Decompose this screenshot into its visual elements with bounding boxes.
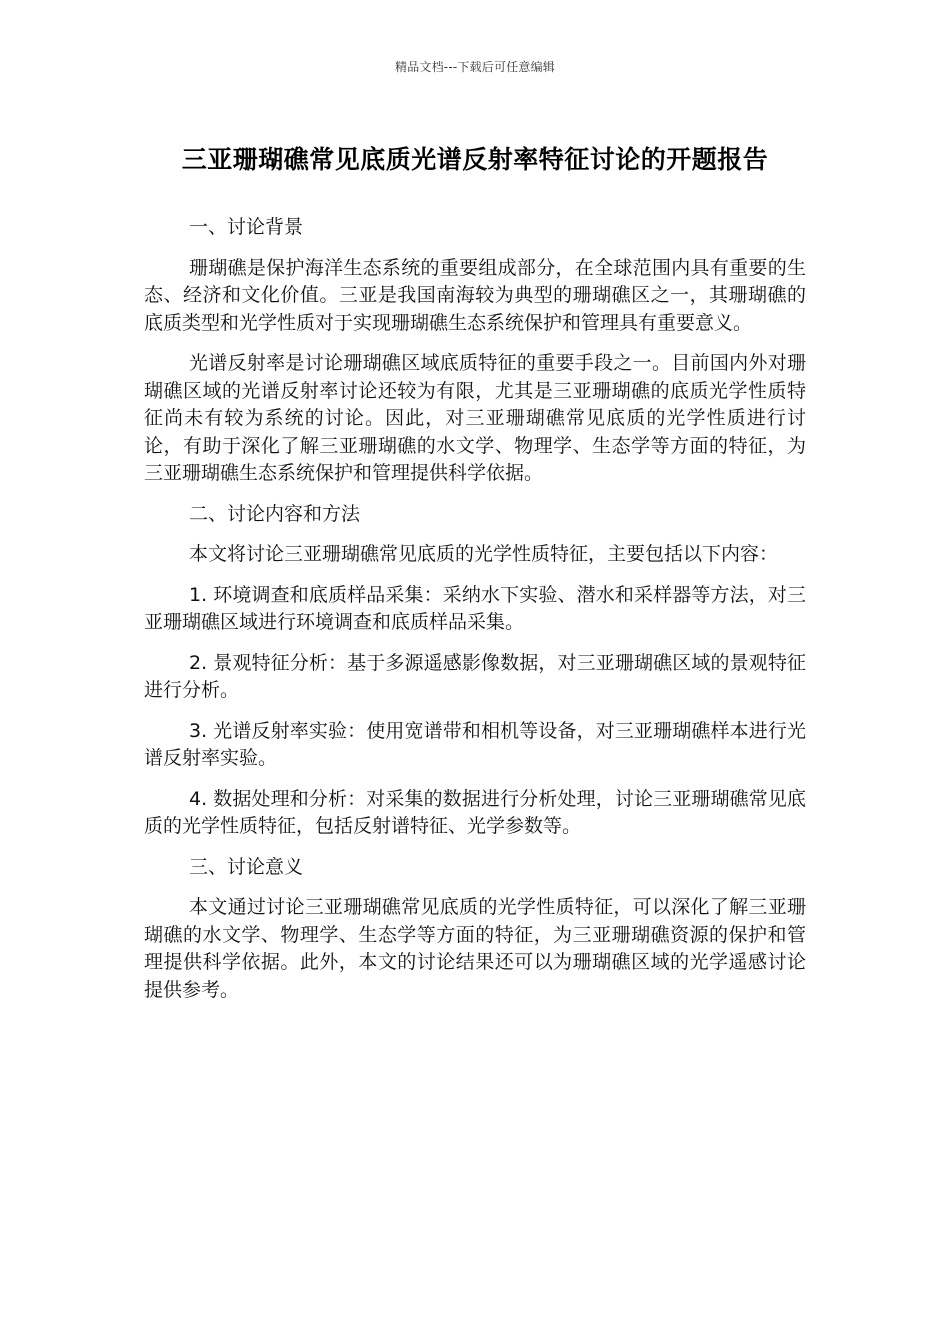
paragraph-significance: 本文通过讨论三亚珊瑚礁常见底质的光学性质特征，可以深化了解三亚珊瑚礁的水文学、物理学、生态学等方面的特征，为三亚珊瑚礁资源的保护和管理提供科学依据。此外，本文的讨论结果还可以为珊瑚礁区域的光学遥感讨论提供参考。 — [144, 896, 806, 1001]
header-note: 精品文档---下载后可任意编辑 — [395, 60, 555, 74]
list-item-survey: 1. 环境调查和底质样品采集：采纳水下实验、潜水和采样器等方法，对三亚珊瑚礁区域进行环境调查和底质样品采集。 — [144, 583, 806, 633]
list-item-data-processing: 4. 数据处理和分析：对采集的数据进行分析处理，讨论三亚珊瑚礁常见底质的光学性质特征，包括反射谱特征、光学参数等。 — [144, 787, 806, 837]
document-body — [144, 214, 806, 1017]
document-title: 三亚珊瑚礁常见底质光谱反射率特征讨论的开题报告 — [181, 145, 769, 174]
section-heading-content-methods: 二、讨论内容和方法 — [189, 502, 361, 525]
section-heading-background: 一、讨论背景 — [189, 216, 304, 238]
paragraph-content-intro: 本文将讨论三亚珊瑚礁常见底质的光学性质特征，主要包括以下内容： — [189, 543, 779, 565]
paragraph-background-2: 光谱反射率是讨论珊瑚礁区域底质特征的重要手段之一。目前国内外对珊瑚礁区域的光谱反射率讨论还较为有限，尤其是三亚珊瑚礁的底质光学性质特征尚未有较为系统的讨论。因此，对三亚珊瑚礁常见底质的光学性质进行讨论，有助于深化了解三亚珊瑚礁的水文学、物理学、生态学等方面的特征，为三亚珊瑚礁生态系统保护和管理提供科学依据。 — [144, 352, 806, 484]
paragraph-background-1: 珊瑚礁是保护海洋生态系统的重要组成部分，在全球范围内具有重要的生态、经济和文化价值。三亚是我国南海较为典型的珊瑚礁区之一，其珊瑚礁的底质类型和光学性质对于实现珊瑚礁生态系统保护和管理具有重要意义。 — [144, 256, 806, 334]
section-heading-significance: 三、讨论意义 — [189, 855, 304, 878]
list-item-spectral: 3. 光谱反射率实验：使用宽谱带和相机等设备，对三亚珊瑚礁样本进行光谱反射率实验。 — [144, 719, 806, 769]
list-item-landscape: 2. 景观特征分析：基于多源遥感影像数据，对三亚珊瑚礁区域的景观特征进行分析。 — [144, 651, 806, 701]
